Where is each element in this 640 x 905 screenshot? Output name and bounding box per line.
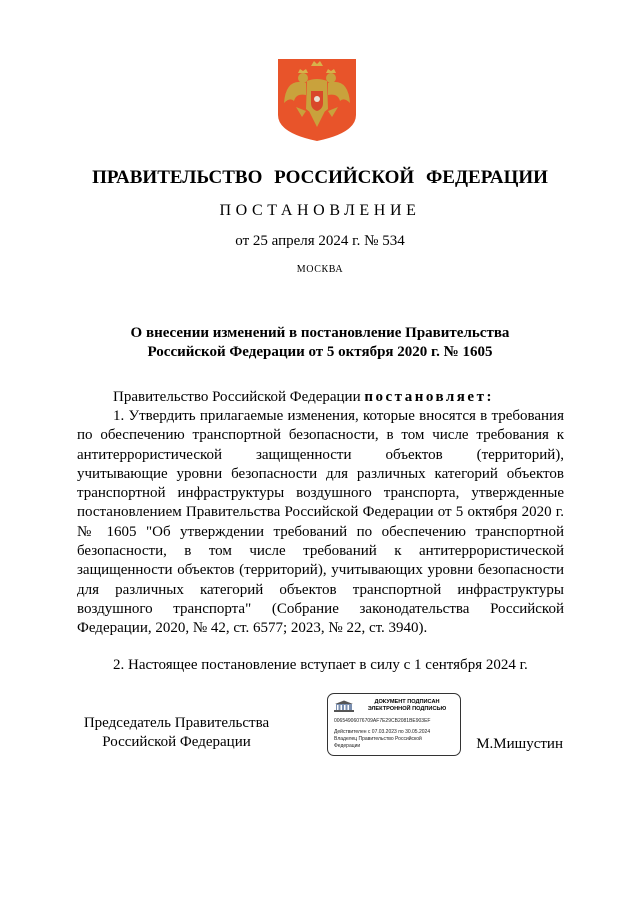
subject-line: О внесении изменений в постановление Правительства [130, 325, 510, 341]
double-headed-eagle-icon [276, 57, 358, 142]
paragraph-item-1 [77, 407, 564, 639]
stamp-owner-continued: Федерации [334, 743, 361, 749]
paragraph-item-2 [77, 656, 564, 675]
signer-name: М.Мишустин [476, 736, 563, 752]
signer-position [79, 714, 274, 752]
subject-line: Российской Федерации от 5 октября 2020 г. № 1605 [147, 344, 493, 360]
government-title: ПРАВИТЕЛЬСТВО РОССИЙСКОЙ ФЕДЕРАЦИИ [92, 167, 548, 188]
stamp-validity: Действителен с 07.03.2023 по 30.05.2024 [334, 729, 431, 735]
stamp-heading [358, 699, 456, 713]
government-building-icon [333, 700, 355, 713]
stamp-heading-line: ЭЛЕКТРОННОЙ ПОДПИСЬЮ [367, 706, 447, 712]
decree-date-number: от 25 апреля 2024 г. № 534 [235, 233, 405, 249]
signer-position-line: Российской Федерации [102, 734, 251, 750]
coat-of-arms-emblem [276, 57, 358, 142]
intro-keyword: постановляет: [364, 389, 494, 405]
decree-subject [0, 324, 640, 362]
intro-paragraph [77, 388, 564, 407]
intro-text: Правительство Российской Федерации [113, 389, 365, 405]
stamp-heading-line: ДОКУМЕНТ ПОДПИСАН [374, 699, 440, 705]
signer-position-line: Председатель Правительства [83, 715, 270, 731]
stamp-owner: Владелец Правительство Российской [334, 736, 422, 742]
decree-city: МОСКВА [296, 264, 344, 275]
paragraph-item-1-text: 1. Утвердить прилагаемые изменения, которые вносятся в требования по обеспечению транспортной безопасности, в том числе требования к антитеррористической защищенности объектов (территорий), учитывающие уровни безопасности для различных категорий объектов транспортной инфраструктуры воздушного транспорта, утвержденные постановлением Правительства Российской Федерации от 5 октября 2020 г. № 1605 "Об утверждении требований по обеспечению транспортной безопасности, в том числе требований к антитеррористической защищенности объектов (территорий), учитывающих уровни безопасности для различных категорий объектов транспортной инфраструктуры воздушного транспорта" (Собрание законодательства Российской Федерации, 2020, № 42, ст. 6577; 2023, № 22, ст. 3940). [77, 408, 564, 637]
stamp-certificate: 00654906076709AF7E29CB2081BE903EF [334, 718, 431, 724]
electronic-signature-stamp [327, 693, 461, 756]
paragraph-item-2-text: 2. Настоящее постановление вступает в силу с 1 сентября 2024 г. [113, 657, 528, 673]
decree-heading: ПОСТАНОВЛЕНИЕ [219, 202, 421, 219]
